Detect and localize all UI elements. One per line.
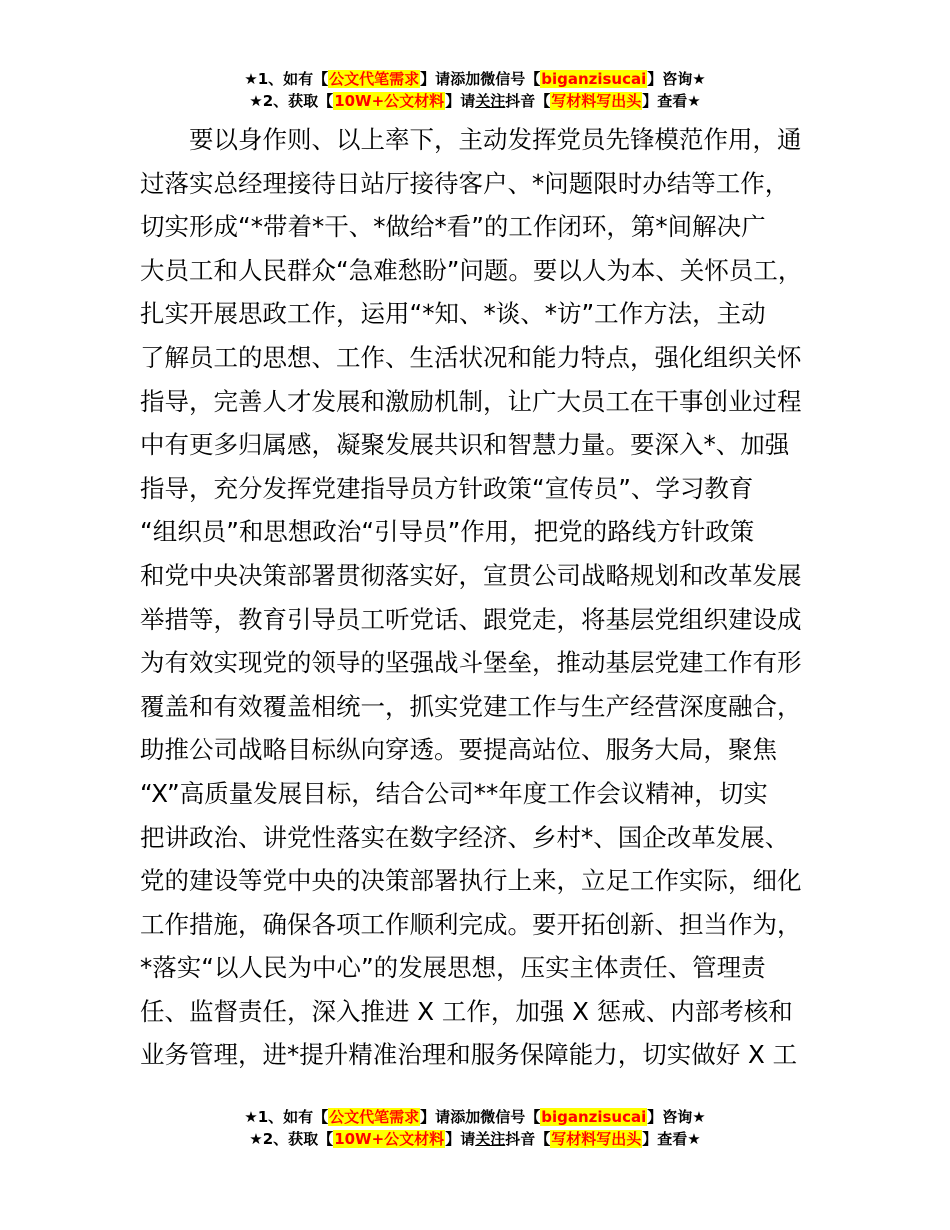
banner-highlight: biganzisucai	[541, 70, 647, 88]
banner-line-2	[0, 90, 950, 112]
banner-text: 】咨询★	[647, 70, 706, 88]
document-body	[140, 118, 830, 1077]
body-line: 了解员工的思想、工作、生活状况和能力特点，强化组织关怀	[140, 342, 802, 372]
banner-text: ★2、获取【	[249, 92, 334, 110]
body-line: 扎实开展思政工作，运用“*知、*谈、*访”工作方法，主动	[140, 299, 766, 329]
body-line: “组织员”和思想政治“引导员”作用，把党的路线方针政策	[140, 517, 755, 547]
banner-text: 】请	[420, 1108, 451, 1126]
banner-text: 微信号【	[480, 70, 541, 88]
body-line: 切实形成“*带着*干、*做给*看”的工作闭环，第*间解决广	[140, 212, 766, 242]
body-line: 要以身作则、以上率下，主动发挥党员先锋模范作用，通	[140, 125, 802, 154]
body-line: 覆盖和有效覆盖相统一，抓实党建工作与生产经营深度融合，	[140, 691, 802, 721]
body-line: 过落实总经理接待日站厅接待客户、*问题限时办结等工作，	[140, 168, 790, 198]
body-line: 和党中央决策部署贯彻落实好，宣贯公司战略规划和改革发展	[140, 560, 802, 590]
body-line: “X”高质量发展目标，结合公司**年度工作会议精神，切实	[140, 778, 768, 808]
body-line: 工作措施，确保各项工作顺利完成。要开拓创新、担当作为，	[140, 909, 802, 939]
banner-highlight: 写材料写出头	[551, 92, 642, 110]
body-line: 指导，完善人才发展和激励机制，让广大员工在干事创业过程	[140, 386, 802, 416]
body-line: 任、监督责任，深入推进 X 工作，加强 X 惩戒、内部考核和	[140, 996, 793, 1026]
banner-text: 】请	[445, 92, 476, 110]
header-banner	[0, 68, 950, 112]
banner-text: 微信号【	[480, 1108, 541, 1126]
banner-text: 关注	[475, 92, 506, 110]
banner-text: 】请	[420, 70, 451, 88]
banner-highlight: 写材料写出头	[551, 1130, 642, 1148]
body-line: 业务管理，进*提升精准治理和服务保障能力，切实做好 X 工	[140, 1040, 798, 1070]
body-line: *落实“以人民为中心”的发展思想，压实主体责任、管理责	[140, 953, 766, 983]
banner-highlight: 10W+公文材料	[334, 1130, 445, 1148]
banner-highlight: 公文代笔需求	[329, 1108, 420, 1126]
banner-text: 添加	[450, 70, 481, 88]
banner-text: ★2、获取【	[249, 1130, 334, 1148]
banner-text: 抖音【	[505, 92, 551, 110]
banner-text: 】咨询★	[647, 1108, 706, 1126]
banner-text: ★1、如有【	[244, 70, 329, 88]
banner-line-1	[0, 1106, 950, 1128]
banner-text: 】查看★	[642, 1130, 701, 1148]
body-line: 指导，充分发挥党建指导员方针政策“宣传员”、学习教育	[140, 473, 754, 503]
banner-line-2	[0, 1128, 950, 1150]
banner-text: 添加	[450, 1108, 481, 1126]
banner-text: ★1、如有【	[244, 1108, 329, 1126]
body-line: 中有更多归属感，凝聚发展共识和智慧力量。要深入*、加强	[140, 430, 790, 460]
body-line: 助推公司战略目标纵向穿透。要提高站位、服务大局，聚焦	[140, 735, 777, 765]
body-line: 举措等，教育引导员工听党话、跟党走，将基层党组织建设成	[140, 604, 802, 634]
body-line: 党的建设等党中央的决策部署执行上来，立足工作实际，细化	[140, 866, 802, 896]
banner-text: 】请	[445, 1130, 476, 1148]
body-line: 为有效实现党的领导的坚强战斗堡垒，推动基层党建工作有形	[140, 648, 802, 678]
body-line: 大员工和人民群众“急难愁盼”问题。要以人为本、关怀员工，	[140, 255, 803, 285]
body-line: 把讲政治、讲党性落实在数字经济、乡村*、国企改革发展、	[140, 822, 790, 852]
banner-text: 】查看★	[642, 92, 701, 110]
banner-text: 关注	[475, 1130, 506, 1148]
footer-banner	[0, 1106, 950, 1150]
banner-highlight: biganzisucai	[541, 1108, 647, 1126]
banner-highlight: 公文代笔需求	[329, 70, 420, 88]
banner-highlight: 10W+公文材料	[334, 92, 445, 110]
banner-line-1	[0, 68, 950, 90]
banner-text: 抖音【	[505, 1130, 551, 1148]
